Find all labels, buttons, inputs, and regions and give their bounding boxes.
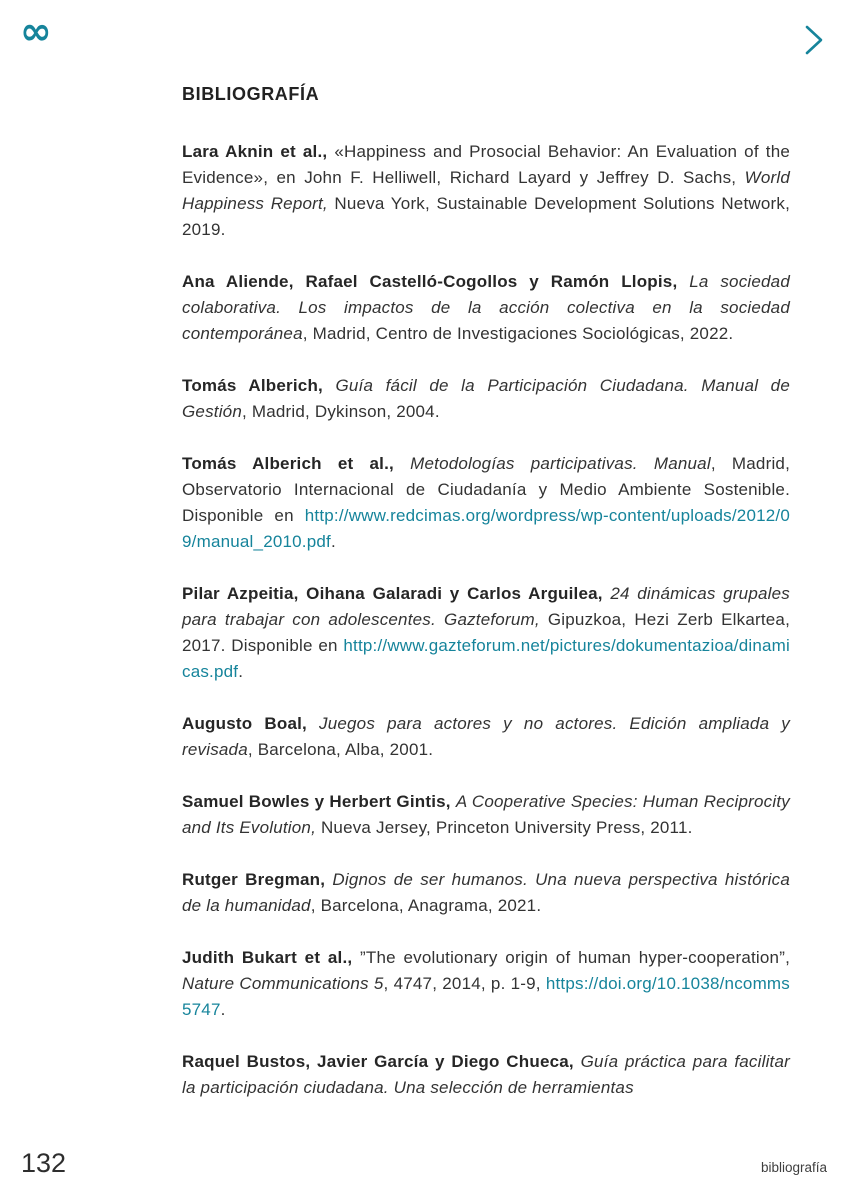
entry-text-bold: Ana Aliende, Rafael Castelló-Cogollos y Ramón Llopis, xyxy=(182,272,690,291)
entry-text-regular: , Barcelona, Anagrama, 2021. xyxy=(310,896,542,915)
bibliography-entry xyxy=(182,711,790,763)
entry-text-bold: Augusto Boal, xyxy=(182,714,320,733)
entry-text-regular: , Madrid, Centro de Investigaciones Sociológicas, 2022. xyxy=(302,324,734,343)
page-title: BIBLIOGRAFÍA xyxy=(182,84,320,104)
entry-text-italic: A Cooperative Species: Human Reciprocity and Its Evolution, xyxy=(182,792,790,837)
entry-link[interactable]: http://www.redcimas.org/wordpress/wp-content/uploads/2012/09/manual_2010.pdf xyxy=(182,506,790,551)
bibliography-entry xyxy=(182,139,790,243)
entry-text-regular: , Madrid, Dykinson, 2004. xyxy=(242,402,440,421)
entry-text-bold: Raquel Bustos, Javier García y Diego Chueca, xyxy=(182,1052,581,1071)
entry-text-regular: Nueva Jersey, Princeton University Press, 2011. xyxy=(316,818,693,837)
bibliography-entry xyxy=(182,789,790,841)
page-number: 132 xyxy=(21,1148,67,1178)
entry-text-regular: , Barcelona, Alba, 2001. xyxy=(247,740,434,759)
next-page-chevron-icon[interactable] xyxy=(803,24,825,56)
entry-link[interactable]: https://doi.org/10.1038/ncomms5747 xyxy=(182,974,790,1019)
entry-text-bold: Tomás Alberich et al., xyxy=(182,454,411,473)
content-column xyxy=(182,84,790,1101)
entry-text-bold: Judith Bukart et al., xyxy=(182,948,361,967)
bibliography-entry xyxy=(182,373,790,425)
entry-text-bold: Rutger Bregman, xyxy=(182,870,333,889)
entry-text-italic: Guía práctica para facilitar la participación ciudadana. Una selección de herramientas xyxy=(182,1052,790,1097)
bibliography-entry xyxy=(182,269,790,347)
bibliography-entry xyxy=(182,1049,790,1101)
entry-text-italic: 24 dinámicas grupales para trabajar con adolescentes. Gazteforum, xyxy=(182,584,790,629)
bibliography-entry xyxy=(182,581,790,685)
entry-text-regular: , Madrid, Observatorio Internacional de Ciudadanía y Medio Ambiente Sostenible. Disponible en xyxy=(182,454,791,525)
entry-text-regular: , 4747, 2014, p. 1-9, xyxy=(383,974,546,993)
entry-link[interactable]: http://www.gazteforum.net/pictures/dokumentazioa/dinamicas.pdf xyxy=(182,636,790,681)
entry-text-regular: . xyxy=(238,662,244,681)
entry-text-regular: . xyxy=(330,532,336,551)
entry-text-bold: Tomás Alberich, xyxy=(182,376,336,395)
bibliography-entry xyxy=(182,451,790,555)
entry-text-italic: Dignos de ser humanos. Una nueva perspectiva histórica de la humanidad xyxy=(182,870,791,915)
entry-text-bold: Lara Aknin et al., xyxy=(182,142,335,161)
entry-text-regular: «Happiness and Prosocial Behavior: An Evaluation of the Evidence», en John F. Helliwell, Richard Layard y Jeffrey D. Sachs, xyxy=(182,142,791,187)
bibliography-entry xyxy=(182,867,790,919)
entry-text-italic: Guía fácil de la Participación Ciudadana. Manual de Gestión xyxy=(182,376,790,421)
bibliography-list xyxy=(182,139,790,1101)
infinity-logo-icon: ∞ xyxy=(20,9,52,53)
entry-text-italic: La sociedad colaborativa. Los impactos de la acción colectiva en la sociedad contemporánea xyxy=(182,272,790,343)
entry-text-regular: . xyxy=(220,1000,226,1019)
entry-text-regular: ”The evolutionary origin of human hyper-cooperation”, xyxy=(360,948,790,967)
entry-text-italic: Nature Communications 5 xyxy=(182,974,384,993)
entry-text-bold: Samuel Bowles y Herbert Gintis, xyxy=(182,792,456,811)
entry-text-italic: World Happiness Report, xyxy=(182,168,790,213)
bibliography-entry xyxy=(182,945,790,1023)
entry-text-regular: Nueva York, Sustainable Development Solutions Network, 2019. xyxy=(182,194,790,239)
entry-text-bold: Pilar Azpeitia, Oihana Galaradi y Carlos Arguilea, xyxy=(182,584,611,603)
entry-text-italic: Metodologías participativas. Manual xyxy=(410,454,711,473)
entry-text-regular: Gipuzkoa, Hezi Zerb Elkartea, 2017. Disponible en xyxy=(182,610,790,655)
entry-text-italic: Juegos para actores y no actores. Edición ampliada y revisada xyxy=(182,714,790,759)
section-label: bibliografía xyxy=(760,1160,827,1175)
